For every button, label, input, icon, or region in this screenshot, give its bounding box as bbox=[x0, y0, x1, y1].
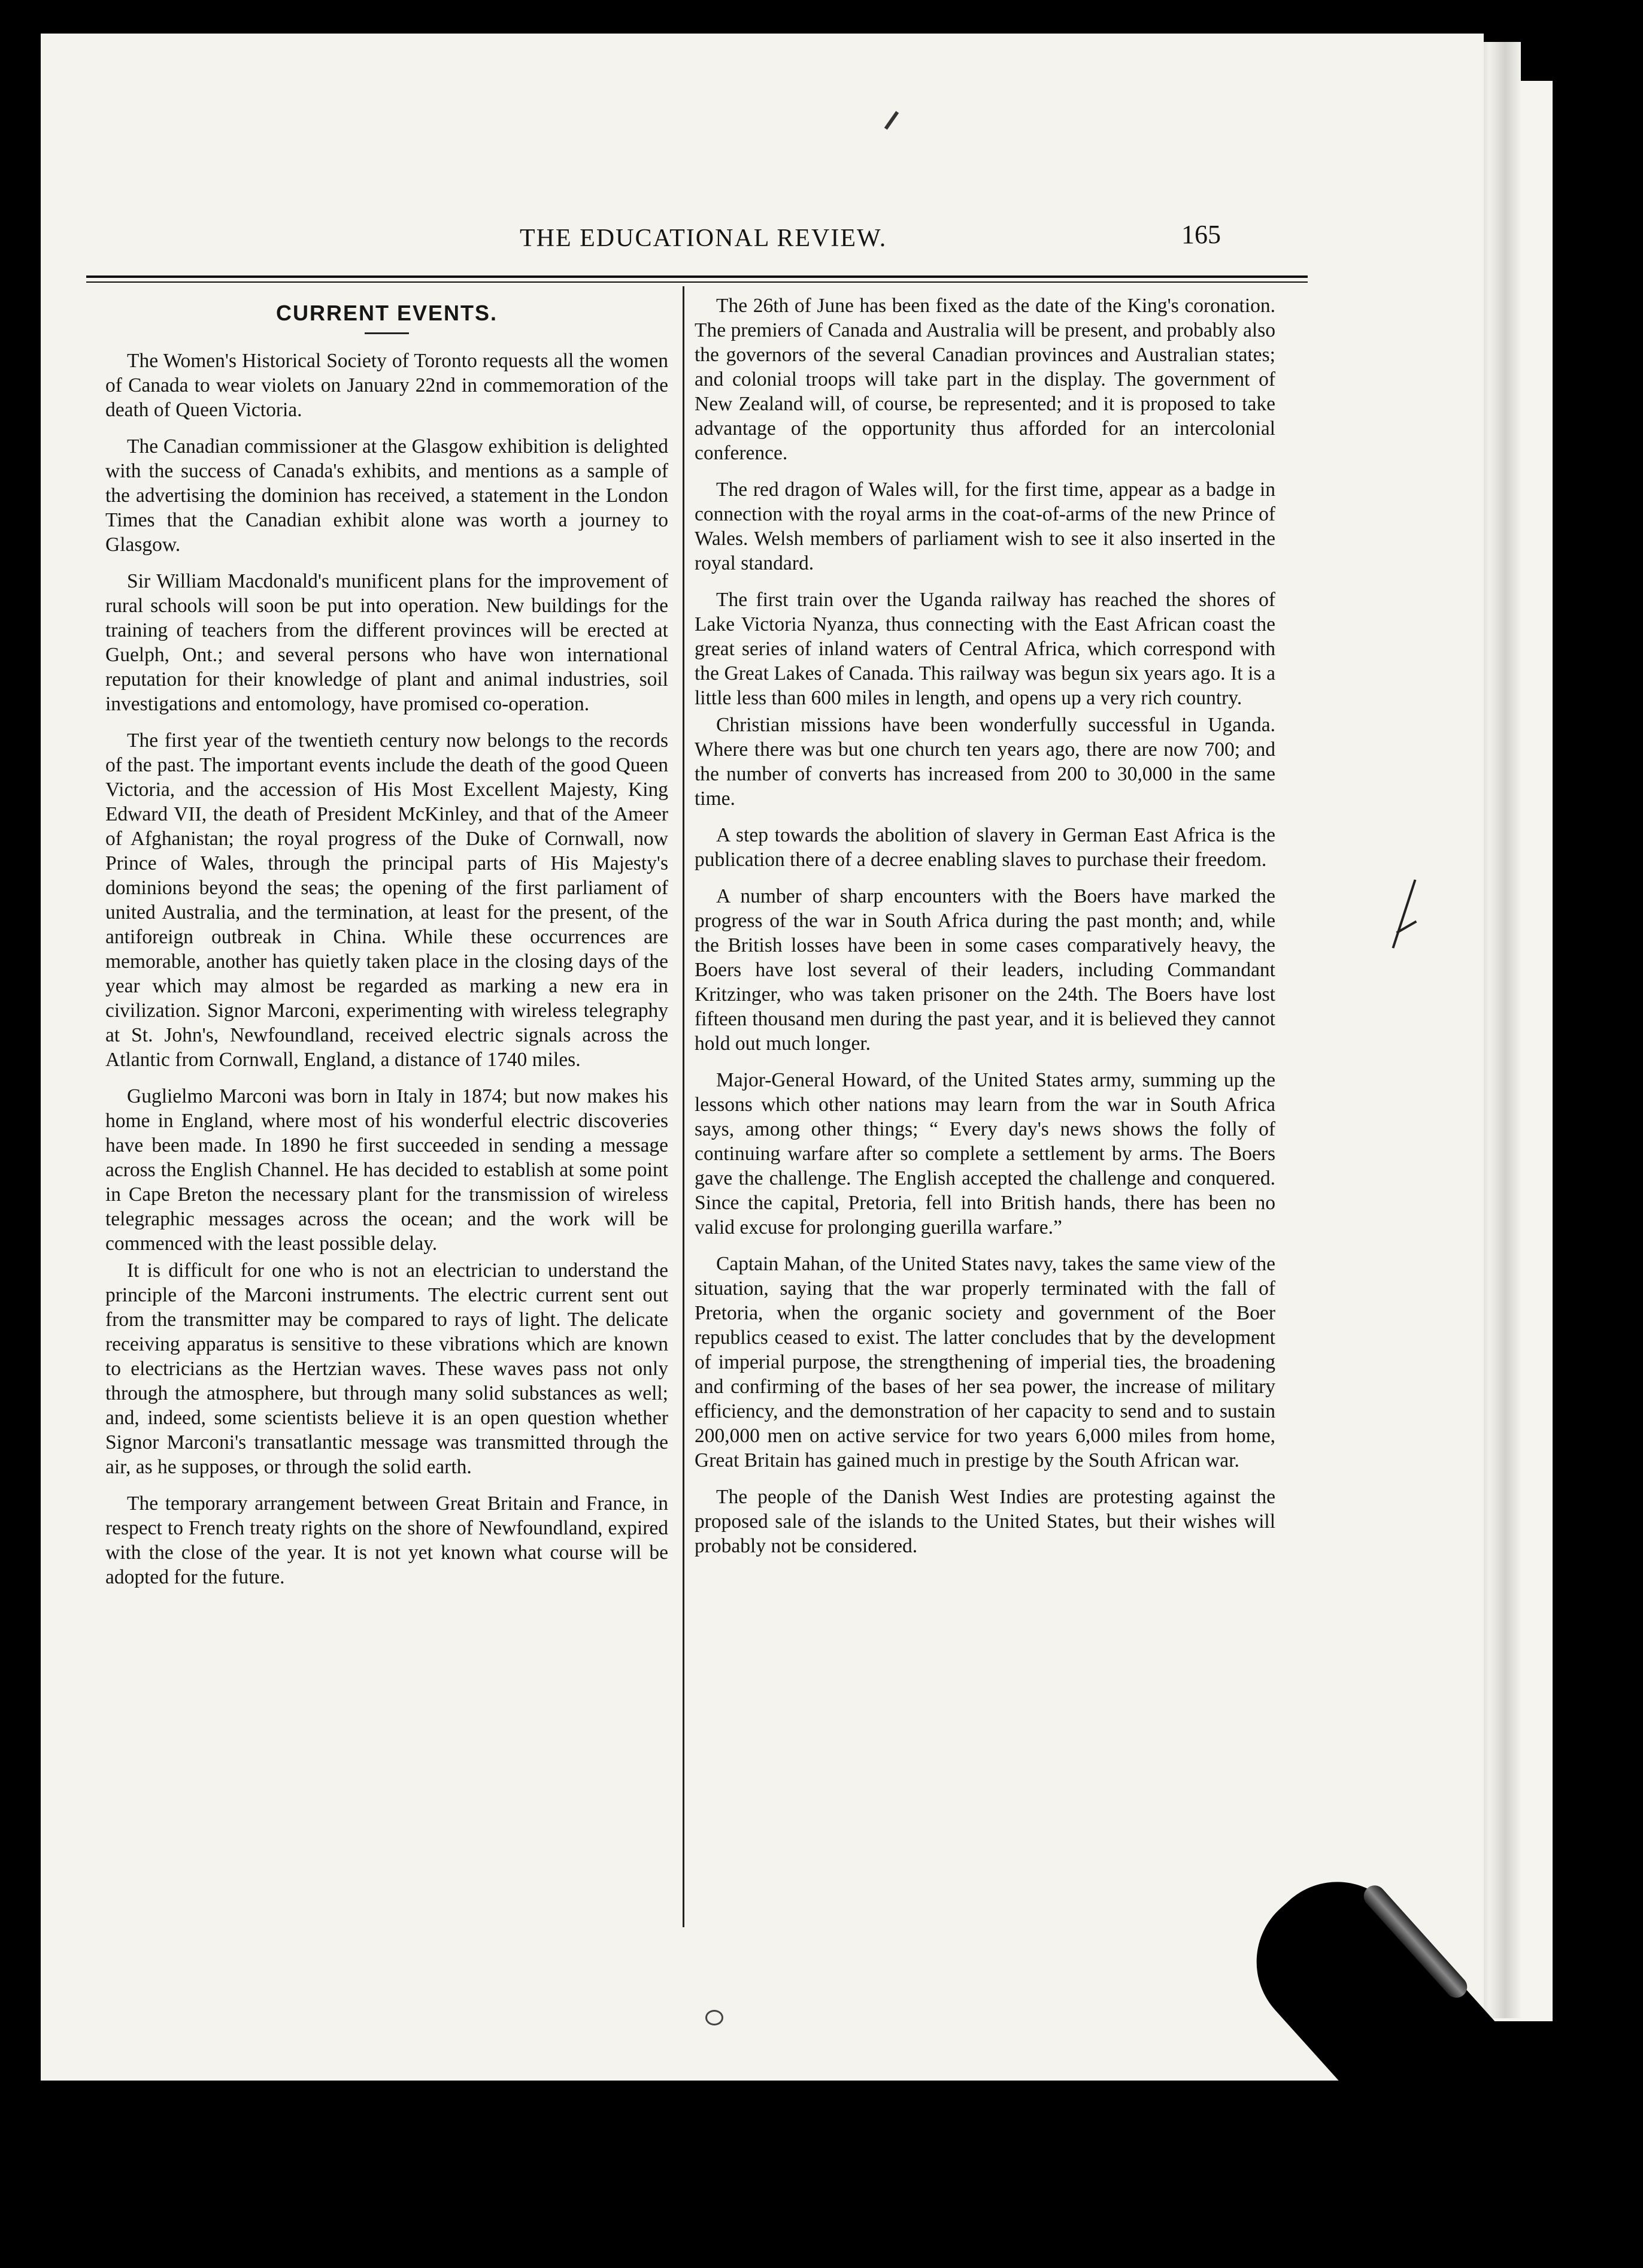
paragraph: The people of the Danish West Indies are protesting against the proposed sale of the islands to the United States, but their wishes will probably not be considered. bbox=[695, 1486, 1275, 1557]
paragraph: It is difficult for one who is not an electrician to understand the principle of the Marconi instruments. The electric current sent out from the transmitter may be compared to rays of light. The delicate receiving apparatus is sensitive to these vibrations which are known to electricians as the Hertzian waves. These waves pass not only through the atmosphere, but through many solid substances as well; and, indeed, some scientists believe it is an open question whether Signor Marconi's transatlantic message was transmitted through the air, as he supposes, or through the solid earth. bbox=[105, 1259, 668, 1478]
paragraph: Major-General Howard, of the United States army, summing up the lessons which other nations may learn from the war in South Africa says, among other things; “ Every day's news shows the folly of continuing warfare after so complete a settlement by arms. The Boers gave the challenge. The English accepted the challenge and conquered. Since the capital, Pretoria, fell into British hands, there has been no valid excuse for prolonging guerilla warfare.” bbox=[695, 1069, 1275, 1239]
column-divider bbox=[683, 286, 684, 1927]
running-head bbox=[41, 220, 1322, 260]
paragraph: The Canadian commissioner at the Glasgow exhibition is delighted with the success of Canada's exhibits, and mentions as a sample of the advertising the dominion has received, a statement in the London Times that the Canadian exhibit alone was worth a journey to Glasgow. bbox=[105, 435, 668, 556]
right-column bbox=[695, 285, 1275, 1570]
paragraph: A step towards the abolition of slavery in German East Africa is the publication there of a decree enabling slaves to purchase their freedom. bbox=[695, 824, 1275, 871]
paragraph: The 26th of June has been fixed as the date of the King's coronation. The premiers of Canada and Australia will be present, and probably also the governors of the several Canadian provinces and Australian states; and colonial troops will take part in the display. The government of New Zealand will, of course, be represented; and it is proposed to take advantage of the opportunity thus afforded for an intercolonial conference. bbox=[695, 295, 1275, 464]
paragraph: The first year of the twentieth century now belongs to the records of the past. The important events include the death of the good Queen Victoria, and the accession of His Most Excellent Majesty, King Edward VII, the death of President McKinley, and that of the Ameer of Afghanistan; the royal progress of the Duke of Cornwall, now Prince of Wales, through the principal parts of His Majesty's dominions beyond the seas; the opening of the first parliament of united Australia, and the termination, at least for the present, of the antiforeign outbreak in China. While these occurrences are memorable, another has quietly taken place in the closing days of the year which may almost be regarded as marking a new era in civilization. Signor Marconi, experimenting with wireless telegraphy at St. John's, Newfoundland, received electric signals across the Atlantic from Cornwall, England, a distance of 1740 miles. bbox=[105, 729, 668, 1071]
magazine-page bbox=[41, 34, 1484, 2081]
paragraph: Guglielmo Marconi was born in Italy in 1874; but now makes his home in England, where most of his wonderful electric discoveries have been made. In 1890 he first succeeded in sending a message across the English Channel. He has decided to establish at some point in Cape Breton the necessary plant for the transmission of wireless telegraphic messages across the ocean; and the work will be commenced with the least possible delay. bbox=[105, 1085, 668, 1255]
paragraph: The temporary arrangement between Great Britain and France, in respect to French treaty rights on the shore of Newfoundland, expired with the close of the year. It is not yet known what course will be adopted for the future. bbox=[105, 1492, 668, 1588]
paragraph: Captain Mahan, of the United States navy, takes the same view of the situation, saying that the war properly terminated with the fall of Pretoria, when the organic society and government of the Boer republics ceased to exist. The latter concludes that by the development of imperial purpose, the strengthening of imperial ties, the broadening and confirming of the bases of her sea power, the increase of military efficiency, and the demonstration of her capacity to send and to sustain 200,000 men on active service for two years 6,000 miles from home, Great Britain has gained much in prestige by the South African war. bbox=[695, 1253, 1275, 1471]
section-heading: CURRENT EVENTS. bbox=[275, 301, 498, 325]
page-number: 165 bbox=[1181, 220, 1221, 249]
header-rule-thin bbox=[86, 281, 1308, 283]
pencil-mark bbox=[884, 111, 899, 129]
paragraph: The Women's Historical Society of Toronto requests all the women of Canada to wear violets on January 22nd in commemoration of the death of Queen Victoria. bbox=[105, 350, 668, 421]
paragraph: The red dragon of Wales will, for the first time, appear as a badge in connection with the royal arms in the coat-of-arms of the new Prince of Wales. Welsh members of parliament wish to see it also inserted in the royal standard. bbox=[695, 479, 1275, 574]
paper-stain bbox=[705, 2010, 723, 2025]
left-column bbox=[105, 285, 668, 1601]
heading-dash bbox=[365, 332, 409, 334]
running-title: THE EDUCATIONAL REVIEW. bbox=[520, 225, 887, 252]
margin-pencil-stroke bbox=[1392, 879, 1417, 948]
paragraph: Sir William Macdonald's munificent plans for the improvement of rural schools will soon be put into operation. New buildings for the training of teachers from the different provinces will be erected at Guelph, Ont.; and several persons who have won international reputation for their knowledge of plant and animal industries, soil investigations and entomology, have promised co-operation. bbox=[105, 570, 668, 715]
paragraph: Christian missions have been wonderfully successful in Uganda. Where there was but one church ten years ago, there are now 700; and the number of converts has increased from 200 to 30,000 in the same time. bbox=[695, 714, 1275, 810]
paragraph: The first train over the Uganda railway has reached the shores of Lake Victoria Nyanza, thus connecting with the East African coast the great series of inland waters of Central Africa, which correspond with the Great Lakes of Canada. This railway was begun six years ago. It is a little less than 600 miles in length, and opens up a very rich country. bbox=[695, 589, 1275, 709]
paragraph: A number of sharp encounters with the Boers have marked the progress of the war in South Africa during the past month; and, while the British losses have been in some cases comparatively heavy, the Boers have lost several of their leaders, including Commandant Kritzinger, who was taken prisoner on the 24th. The Boers have lost fifteen thousand men during the past year, and it is believed they cannot hold out much longer. bbox=[695, 885, 1275, 1055]
header-rule bbox=[86, 275, 1308, 278]
